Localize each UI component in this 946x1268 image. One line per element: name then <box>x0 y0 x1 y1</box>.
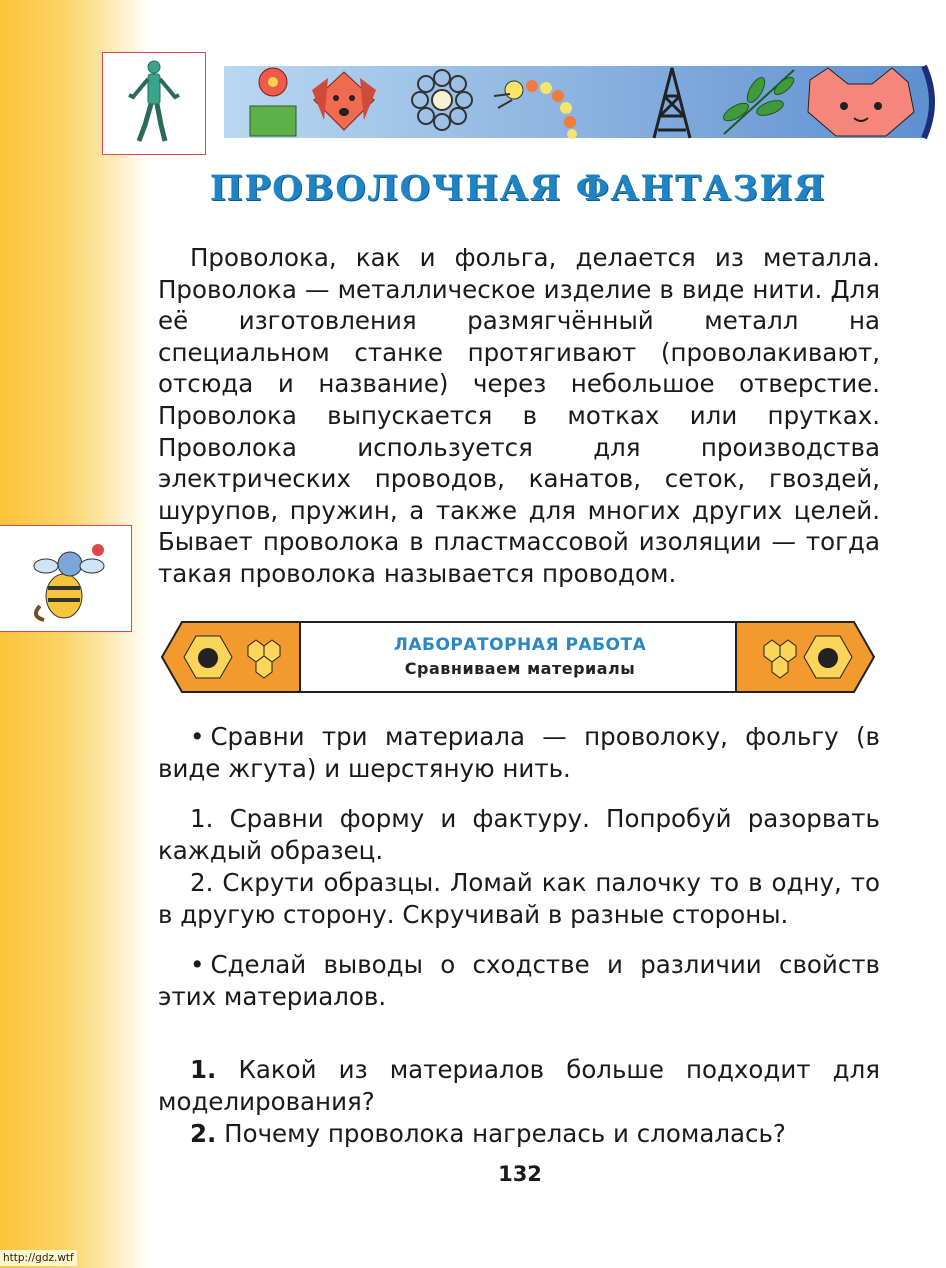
question-number: 1. <box>190 1055 217 1084</box>
question-2 <box>158 1118 880 1150</box>
bee-character-icon <box>0 526 131 631</box>
step-text: Скрути образцы. Ломай как палочку то в одну, то в другую сторону. Скручивай в разные стороны. <box>158 868 880 929</box>
page-title: ПРОВОЛОЧНАЯ ФАНТАЗИЯ <box>209 168 827 209</box>
question-text: Какой из материалов больше подходит для моделирования? <box>158 1055 880 1116</box>
question-1 <box>158 1054 880 1117</box>
bullet-marker: • <box>190 950 205 979</box>
step-2 <box>158 867 880 930</box>
header-banner <box>224 60 938 144</box>
watermark-link[interactable]: http://gdz.wtf <box>0 1250 77 1266</box>
lab-title: ЛАБОРАТОРНАЯ РАБОТА <box>393 635 647 655</box>
bee-character-box <box>0 525 132 632</box>
instruction-bullet-1 <box>158 721 880 784</box>
instruction-text: Сравни три материала — проволоку, фольгу (в виде жгута) и шерстяную нить. <box>158 722 880 783</box>
question-number: 2. <box>190 1119 217 1148</box>
step-number: 2. <box>190 868 214 897</box>
step-text: Сравни форму и фактуру. Попробуй разорвать каждый образец. <box>158 804 880 865</box>
instruction-text: Сделай выводы о сходстве и различии свойств этих материалов. <box>158 950 880 1011</box>
page-number: 132 <box>498 1162 542 1186</box>
step-1 <box>158 803 880 866</box>
intro-paragraph: Проволока, как и фольга, делается из металла. Проволока — металлическое изделие в виде нити. Для её изготовления размягчённый металл на специальном станке протягивают (проволакивают, отсюда и название) через небольшое отверстие. Проволока выпускается в мотках или прутках. Проволока используется для производства электрических проводов, канатов, сеток, гвоздей, шурупов, пружин, а также для многих других целей. Бывает проволока в пластмассовой изоляции — тогда такая проволока называется проводом. <box>158 243 880 588</box>
left-margin-strip <box>0 0 150 1268</box>
wire-figure-box <box>102 52 206 155</box>
bullet-marker: • <box>190 722 205 751</box>
lab-heading <box>302 626 738 688</box>
lab-subtitle: Сравниваем материалы <box>404 659 636 678</box>
step-number: 1. <box>190 804 214 833</box>
wire-figure-icon <box>103 53 205 154</box>
instruction-bullet-2 <box>158 949 880 1012</box>
question-text: Почему проволока нагрелась и сломалась? <box>224 1119 786 1148</box>
